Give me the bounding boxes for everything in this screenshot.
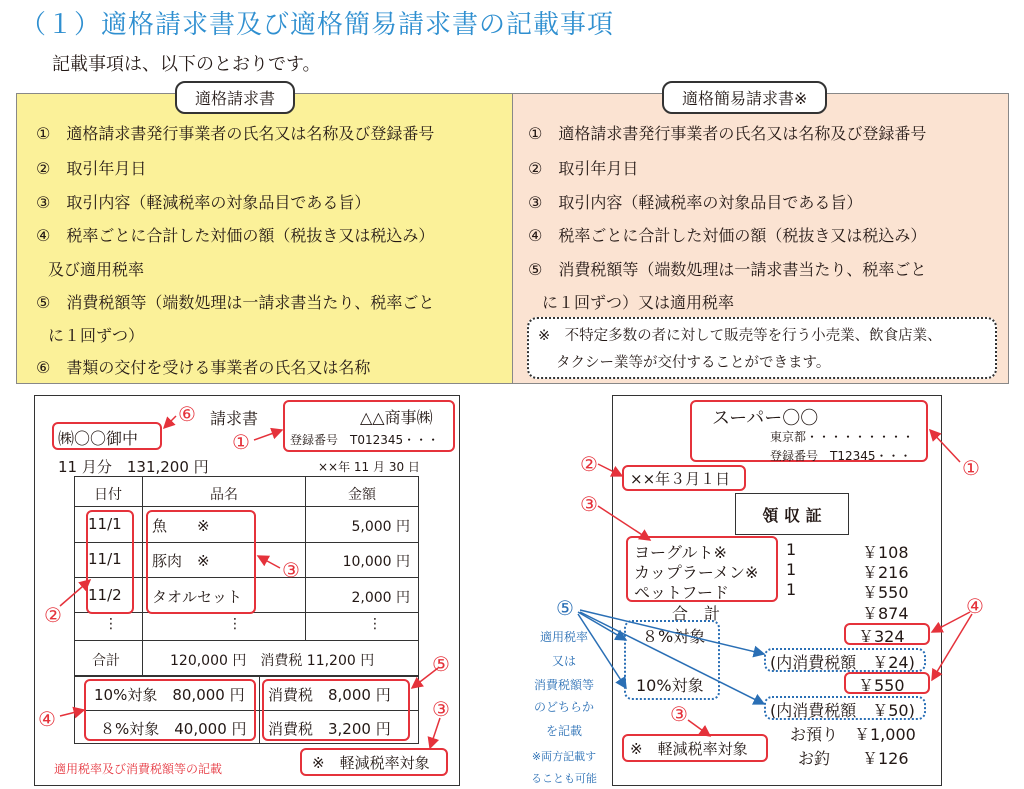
page-title: （１）適格請求書及び適格簡易請求書の記載事項: [20, 10, 615, 40]
right-item-4: ④ 税率ごとに合計した対価の額（税抜き又は税込み）: [528, 226, 927, 245]
r-item3-price: ￥550: [862, 583, 909, 602]
r-item2-qty: 1: [786, 560, 797, 579]
left-item-3: ③ 取引内容（軽減税率の対象品目である旨）: [36, 193, 371, 212]
ellipsis-amount: ⋮: [368, 616, 382, 632]
tax10-line: 消費税 8,000 円: [268, 686, 391, 704]
r-marker-3b: ③: [670, 702, 688, 726]
right-item-1: ① 適格請求書発行事業者の氏名又は名称及び登録番号: [528, 124, 927, 143]
right-item-2: ② 取引年月日: [528, 159, 639, 178]
left-item-4: ④ 税率ごとに合計した対価の額（税抜き又は税込み）: [36, 226, 435, 245]
invoice-reduced-note: ※ 軽減税率対象: [312, 754, 430, 772]
rate-caption: 適用税率及び消費税額等の記載: [54, 762, 223, 776]
right-item-5: ⑤ 消費税額等（端数処理は一請求書当たり、税率ごと: [528, 260, 927, 279]
r-rate10-value: ￥550: [858, 676, 905, 695]
side-label-3: 消費税額等: [533, 678, 594, 692]
right-item-5b: に１回ずつ）又は適用税率: [542, 293, 735, 312]
total-label: 合計: [92, 653, 120, 669]
row1-item: 魚 ※: [152, 517, 210, 535]
row3-date: 11/2: [88, 586, 122, 604]
row3-item: タオルセット: [152, 588, 243, 606]
left-item-4b: 及び適用税率: [48, 260, 145, 279]
left-item-6: ⑥ 書類の交付を受ける事業者の氏名又は名称: [36, 358, 371, 377]
left-item-5: ⑤ 消費税額等（端数処理は一請求書当たり、税率ごと: [36, 293, 435, 312]
r-item1-qty: 1: [786, 540, 797, 559]
row2-amount: 10,000 円: [342, 554, 410, 570]
receipt-store: スーパー〇〇: [712, 408, 819, 429]
col-header-amount: 金額: [348, 487, 376, 503]
invoice-date: ××年 11 月 30 日: [318, 460, 420, 474]
right-item-3: ③ 取引内容（軽減税率の対象品目である旨）: [528, 193, 863, 212]
r-reduced-note: ※ 軽減税率対象: [630, 740, 748, 758]
receipt-date: ××年３月１日: [630, 470, 731, 488]
r-marker-3a: ③: [580, 492, 598, 516]
r-marker-4: ④: [966, 594, 984, 618]
r-item1-name: ヨーグルト※: [634, 543, 727, 562]
r-item3-name: ペットフード: [634, 583, 730, 602]
total-value: 120,000 円 消費税 11,200 円: [170, 653, 375, 669]
ellipsis-date: ⋮: [104, 616, 118, 632]
note-line-2: タクシー業等が交付することができます。: [556, 355, 831, 371]
row2-date: 11/1: [88, 550, 122, 568]
r-rate10-label: 10%対象: [636, 676, 704, 695]
r-tax10: (内消費税額 ￥50): [770, 701, 915, 720]
r-change: お釣 ￥126: [798, 749, 909, 768]
receipt-reg: 登録番号 T12345・・・: [770, 449, 912, 463]
r-item2-name: カップラーメン※: [634, 563, 759, 582]
r-item3-qty: 1: [786, 580, 797, 599]
marker-6: ⑥: [178, 402, 196, 426]
r-marker-1: ①: [962, 456, 980, 480]
r-rate8-label: ８%対象: [642, 627, 706, 646]
invoice-panel-title: 適格請求書: [175, 81, 295, 114]
col-header-date: 日付: [94, 487, 122, 503]
col-header-item: 品名: [210, 487, 238, 503]
marker-3a: ③: [282, 558, 300, 582]
marker-3b: ③: [432, 697, 450, 721]
invoice-issuer: △△商事㈱: [360, 408, 433, 427]
left-item-1: ① 適格請求書発行事業者の氏名又は名称及び登録番号: [36, 124, 435, 143]
invoice-reg-number: 登録番号 T012345・・・: [290, 433, 440, 447]
receipt-title: 領 収 証: [762, 506, 822, 525]
page-subtitle: 記載事項は、以下のとおりです。: [52, 54, 321, 75]
r-item1-price: ￥108: [862, 543, 909, 562]
invoice-customer: ㈱〇〇御中: [58, 429, 139, 448]
side-label-1: 適用税率: [539, 630, 588, 644]
r-marker-5: ⑤: [556, 596, 574, 620]
r-rate8-value: ￥324: [858, 627, 905, 646]
marker-4: ④: [38, 707, 56, 731]
r-subtotal-label: 合 計: [672, 604, 721, 623]
marker-1: ①: [232, 430, 250, 454]
side-label-5: を記載: [545, 724, 582, 738]
side-note-2: ることも可能: [531, 772, 597, 785]
row1-date: 11/1: [88, 515, 122, 533]
row2-item: 豚肉 ※: [152, 552, 210, 570]
r-subtotal-value: ￥874: [862, 604, 909, 623]
r-marker-2: ②: [580, 452, 598, 476]
receipt-address: 東京都・・・・・・・・・: [770, 430, 915, 444]
side-label-4: のどちらか: [533, 700, 594, 714]
r-deposit: お預り ￥1,000: [790, 725, 916, 744]
tax8-line: 消費税 3,200 円: [268, 720, 391, 738]
simplified-panel-title: 適格簡易請求書※: [662, 81, 827, 114]
side-label-2: 又は: [551, 654, 576, 668]
r-item2-price: ￥216: [862, 563, 909, 582]
left-item-5b: に１回ずつ）: [48, 326, 145, 345]
marker-2: ②: [44, 603, 62, 627]
side-note-1: ※両方記載す: [531, 750, 597, 763]
r-tax8: (内消費税額 ￥24): [770, 653, 915, 672]
row1-amount: 5,000 円: [351, 519, 410, 535]
invoice-doc-title: 請求書: [210, 409, 259, 428]
note-line-1: ※ 不特定多数の者に対して販売等を行う小売業、飲食店業、: [538, 328, 942, 344]
ellipsis-item: ⋮: [228, 616, 242, 632]
left-item-2: ② 取引年月日: [36, 159, 147, 178]
rate10-line: 10%対象 80,000 円: [94, 686, 245, 704]
row3-amount: 2,000 円: [351, 590, 410, 606]
marker-5: ⑤: [432, 652, 450, 676]
rate8-line: ８%対象 40,000 円: [100, 720, 247, 738]
invoice-month-total: 11 月分 131,200 円: [58, 458, 209, 476]
